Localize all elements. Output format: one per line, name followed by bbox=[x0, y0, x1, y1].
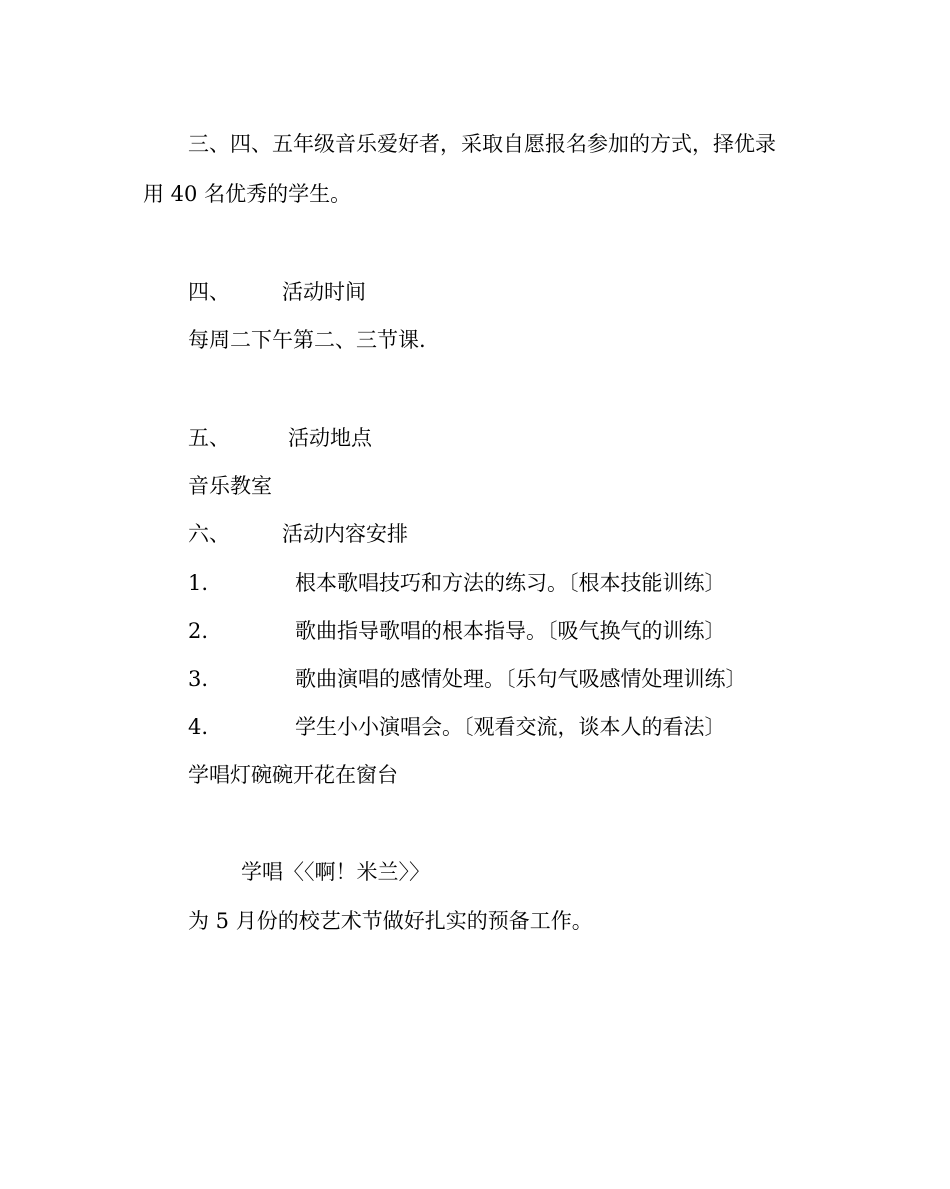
item-text: 歌曲演唱的感情处理。〔乐句气吸感情处理训练〕 bbox=[295, 667, 747, 691]
section-6-heading bbox=[188, 524, 408, 545]
item-number: 1. bbox=[188, 571, 209, 595]
learn-song-2: 学唱〈〈啊！米兰〉〉 bbox=[241, 860, 430, 884]
content-item-3 bbox=[188, 669, 747, 690]
section-5-heading bbox=[188, 428, 372, 449]
closing-text: 为 5 月份的校艺术节做好扎实的预备工作。 bbox=[188, 909, 593, 933]
activity-time-text: 每周二下午第二、三节课. bbox=[188, 328, 426, 352]
learn-song-1: 学唱灯碗碗开花在窗台 bbox=[188, 763, 398, 787]
section-5-title: 活动地点 bbox=[288, 426, 372, 450]
item-text: 歌曲指导歌唱的根本指导。〔吸气换气的训练〕 bbox=[295, 619, 726, 643]
item-number: 4. bbox=[188, 715, 209, 739]
section-4-title: 活动时间 bbox=[282, 280, 366, 304]
item-number: 2. bbox=[188, 619, 209, 643]
item-text: 学生小小演唱会。〔观看交流，谈本人的看法〕 bbox=[295, 715, 726, 739]
item-text: 根本歌唱技巧和方法的练习。〔根本技能训练〕 bbox=[295, 571, 726, 595]
participants-line-2: 用 40 名优秀的学生。 bbox=[143, 182, 352, 206]
item-number: 3. bbox=[188, 667, 209, 691]
participants-line-1: 三、四、五年级音乐爱好者，采取自愿报名参加的方式，择优录 bbox=[188, 132, 776, 156]
section-6-title: 活动内容安排 bbox=[282, 522, 408, 546]
section-4-number: 四、 bbox=[188, 280, 230, 304]
section-4-heading bbox=[188, 282, 366, 303]
content-item-4 bbox=[188, 717, 726, 738]
activity-place-text: 音乐教室 bbox=[188, 474, 272, 498]
content-item-2 bbox=[188, 621, 726, 642]
content-item-1 bbox=[188, 573, 726, 594]
section-6-number: 六、 bbox=[188, 522, 230, 546]
section-5-number: 五、 bbox=[188, 426, 230, 450]
